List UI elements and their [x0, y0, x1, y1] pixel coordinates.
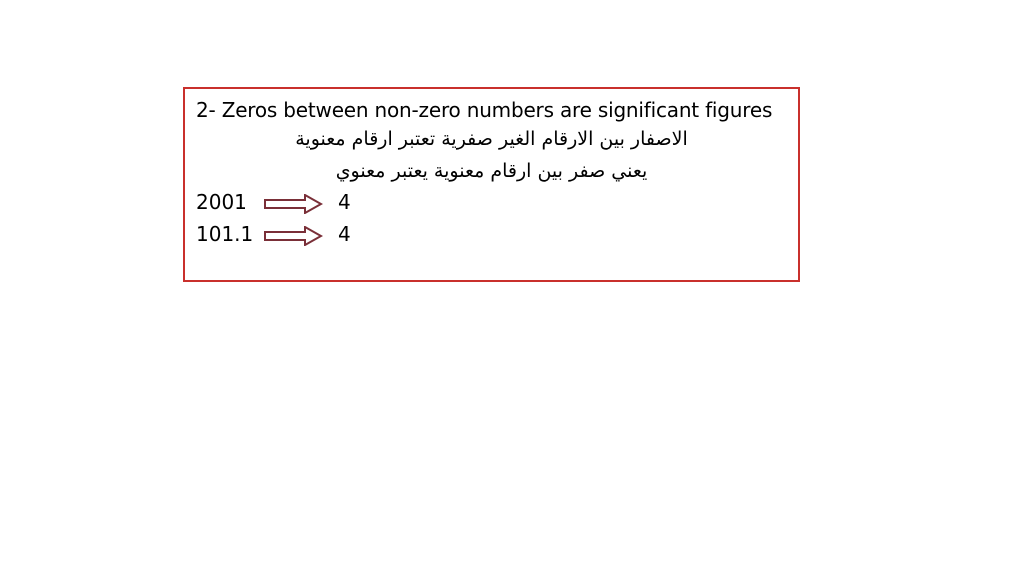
content-box	[183, 87, 800, 282]
example-number: 2001	[196, 190, 247, 214]
right-arrow-icon	[263, 194, 323, 214]
right-arrow-icon	[263, 226, 323, 246]
rule-heading: 2- Zeros between non-zero numbers are significant figures	[196, 98, 773, 122]
example-number: 101.1	[196, 222, 254, 246]
arabic-explanation-line-1: الاصفار بين الارقام الغير صفرية تعتبر ارقام معنوية	[295, 128, 688, 150]
arabic-explanation-line-2: يعني صفر بين ارقام معنوية يعتبر معنوي	[335, 160, 648, 182]
significant-figures-count: 4	[338, 222, 351, 246]
significant-figures-count: 4	[338, 190, 351, 214]
